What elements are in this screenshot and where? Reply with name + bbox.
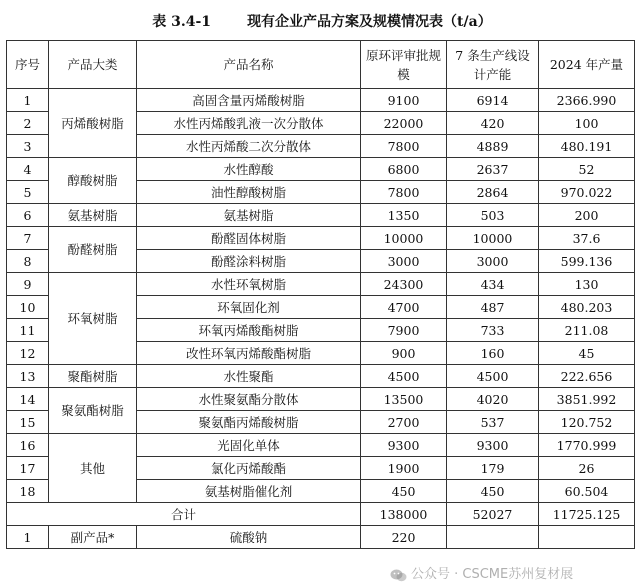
approved-scale: 1900 bbox=[361, 457, 447, 480]
product-name: 环氧丙烯酸酯树脂 bbox=[137, 319, 361, 342]
header-category: 产品大类 bbox=[49, 41, 137, 89]
line-capacity: 6914 bbox=[447, 89, 539, 112]
table-caption bbox=[0, 12, 644, 32]
category-cell: 聚氨酯树脂 bbox=[49, 388, 137, 434]
output-2024: 52 bbox=[539, 158, 635, 181]
approved-scale: 900 bbox=[361, 342, 447, 365]
table-row bbox=[7, 434, 635, 457]
approved-scale: 9100 bbox=[361, 89, 447, 112]
row-index: 14 bbox=[7, 388, 49, 411]
approved-scale: 4700 bbox=[361, 296, 447, 319]
byproduct-row bbox=[7, 526, 635, 549]
total-label: 合计 bbox=[7, 503, 361, 526]
approved-scale: 4500 bbox=[361, 365, 447, 388]
approved-scale: 7900 bbox=[361, 319, 447, 342]
table-row bbox=[7, 365, 635, 388]
output-2024: 211.08 bbox=[539, 319, 635, 342]
byproduct-category: 副产品* bbox=[49, 526, 137, 549]
line-capacity: 420 bbox=[447, 112, 539, 135]
product-name: 聚氨酯丙烯酸树脂 bbox=[137, 411, 361, 434]
product-name: 水性环氧树脂 bbox=[137, 273, 361, 296]
output-2024: 200 bbox=[539, 204, 635, 227]
byproduct-line-capacity bbox=[447, 526, 539, 549]
line-capacity: 733 bbox=[447, 319, 539, 342]
output-2024: 45 bbox=[539, 342, 635, 365]
line-capacity: 160 bbox=[447, 342, 539, 365]
table-body bbox=[7, 89, 635, 549]
table-row bbox=[7, 227, 635, 250]
approved-scale: 10000 bbox=[361, 227, 447, 250]
total-output: 11725.125 bbox=[539, 503, 635, 526]
byproduct-approved: 220 bbox=[361, 526, 447, 549]
output-2024: 26 bbox=[539, 457, 635, 480]
approved-scale: 22000 bbox=[361, 112, 447, 135]
total-row bbox=[7, 503, 635, 526]
header-index: 序号 bbox=[7, 41, 49, 89]
table-row bbox=[7, 204, 635, 227]
product-name: 水性丙烯酸乳液一次分散体 bbox=[137, 112, 361, 135]
approved-scale: 2700 bbox=[361, 411, 447, 434]
total-approved: 138000 bbox=[361, 503, 447, 526]
row-index: 12 bbox=[7, 342, 49, 365]
line-capacity: 3000 bbox=[447, 250, 539, 273]
line-capacity: 434 bbox=[447, 273, 539, 296]
output-2024: 130 bbox=[539, 273, 635, 296]
line-capacity: 9300 bbox=[447, 434, 539, 457]
approved-scale: 13500 bbox=[361, 388, 447, 411]
output-2024: 60.504 bbox=[539, 480, 635, 503]
category-cell: 聚酯树脂 bbox=[49, 365, 137, 388]
table-row bbox=[7, 89, 635, 112]
output-2024: 2366.990 bbox=[539, 89, 635, 112]
category-cell: 丙烯酸树脂 bbox=[49, 89, 137, 158]
row-index: 5 bbox=[7, 181, 49, 204]
approved-scale: 1350 bbox=[361, 204, 447, 227]
table-row bbox=[7, 158, 635, 181]
approved-scale: 7800 bbox=[361, 181, 447, 204]
row-index: 8 bbox=[7, 250, 49, 273]
table-title: 现有企业产品方案及规模情况表（t/a） bbox=[247, 14, 492, 30]
line-capacity: 4889 bbox=[447, 135, 539, 158]
row-index: 2 bbox=[7, 112, 49, 135]
product-name: 氨基树脂催化剂 bbox=[137, 480, 361, 503]
row-index: 13 bbox=[7, 365, 49, 388]
product-name: 酚醛固体树脂 bbox=[137, 227, 361, 250]
product-name: 油性醇酸树脂 bbox=[137, 181, 361, 204]
approved-scale: 6800 bbox=[361, 158, 447, 181]
product-name: 水性聚氨酯分散体 bbox=[137, 388, 361, 411]
header-approved-scale: 原环评审批规模 bbox=[361, 41, 447, 89]
output-2024: 480.203 bbox=[539, 296, 635, 319]
category-cell: 酚醛树脂 bbox=[49, 227, 137, 273]
line-capacity: 4500 bbox=[447, 365, 539, 388]
product-name: 水性丙烯酸二次分散体 bbox=[137, 135, 361, 158]
table-row bbox=[7, 273, 635, 296]
total-line-capacity: 52027 bbox=[447, 503, 539, 526]
line-capacity: 10000 bbox=[447, 227, 539, 250]
approved-scale: 24300 bbox=[361, 273, 447, 296]
product-name: 水性醇酸 bbox=[137, 158, 361, 181]
header-2024-output: 2024 年产量 bbox=[539, 41, 635, 89]
output-2024: 100 bbox=[539, 112, 635, 135]
byproduct-index: 1 bbox=[7, 526, 49, 549]
output-2024: 120.752 bbox=[539, 411, 635, 434]
watermark bbox=[390, 565, 573, 585]
product-name: 环氧固化剂 bbox=[137, 296, 361, 319]
row-index: 4 bbox=[7, 158, 49, 181]
product-name: 改性环氧丙烯酸酯树脂 bbox=[137, 342, 361, 365]
category-cell: 醇酸树脂 bbox=[49, 158, 137, 204]
row-index: 6 bbox=[7, 204, 49, 227]
line-capacity: 503 bbox=[447, 204, 539, 227]
product-name: 水性聚酯 bbox=[137, 365, 361, 388]
table-row bbox=[7, 388, 635, 411]
output-2024: 480.191 bbox=[539, 135, 635, 158]
output-2024: 222.656 bbox=[539, 365, 635, 388]
line-capacity: 2637 bbox=[447, 158, 539, 181]
row-index: 15 bbox=[7, 411, 49, 434]
product-name: 氯化丙烯酸酯 bbox=[137, 457, 361, 480]
line-capacity: 2864 bbox=[447, 181, 539, 204]
row-index: 10 bbox=[7, 296, 49, 319]
row-index: 1 bbox=[7, 89, 49, 112]
header-row bbox=[7, 41, 635, 89]
line-capacity: 450 bbox=[447, 480, 539, 503]
product-name: 高固含量丙烯酸树脂 bbox=[137, 89, 361, 112]
approved-scale: 3000 bbox=[361, 250, 447, 273]
watermark-text: 公众号 · CSCME苏州复材展 bbox=[411, 567, 574, 582]
line-capacity: 537 bbox=[447, 411, 539, 434]
output-2024: 37.6 bbox=[539, 227, 635, 250]
output-2024: 970.022 bbox=[539, 181, 635, 204]
output-2024: 1770.999 bbox=[539, 434, 635, 457]
product-name: 氨基树脂 bbox=[137, 204, 361, 227]
product-scale-table bbox=[6, 40, 635, 549]
category-cell: 氨基树脂 bbox=[49, 204, 137, 227]
category-cell: 环氧树脂 bbox=[49, 273, 137, 365]
row-index: 3 bbox=[7, 135, 49, 158]
approved-scale: 7800 bbox=[361, 135, 447, 158]
line-capacity: 4020 bbox=[447, 388, 539, 411]
byproduct-output bbox=[539, 526, 635, 549]
product-name: 光固化单体 bbox=[137, 434, 361, 457]
row-index: 17 bbox=[7, 457, 49, 480]
output-2024: 3851.992 bbox=[539, 388, 635, 411]
row-index: 16 bbox=[7, 434, 49, 457]
byproduct-name: 硫酸钠 bbox=[137, 526, 361, 549]
header-product: 产品名称 bbox=[137, 41, 361, 89]
table-number: 表 3.4-1 bbox=[152, 14, 212, 30]
product-name: 酚醛涂料树脂 bbox=[137, 250, 361, 273]
wechat-icon bbox=[390, 569, 407, 582]
line-capacity: 179 bbox=[447, 457, 539, 480]
row-index: 7 bbox=[7, 227, 49, 250]
approved-scale: 9300 bbox=[361, 434, 447, 457]
output-2024: 599.136 bbox=[539, 250, 635, 273]
header-line-capacity: 7 条生产线设计产能 bbox=[447, 41, 539, 89]
line-capacity: 487 bbox=[447, 296, 539, 319]
row-index: 18 bbox=[7, 480, 49, 503]
approved-scale: 450 bbox=[361, 480, 447, 503]
row-index: 11 bbox=[7, 319, 49, 342]
category-cell: 其他 bbox=[49, 434, 137, 503]
row-index: 9 bbox=[7, 273, 49, 296]
